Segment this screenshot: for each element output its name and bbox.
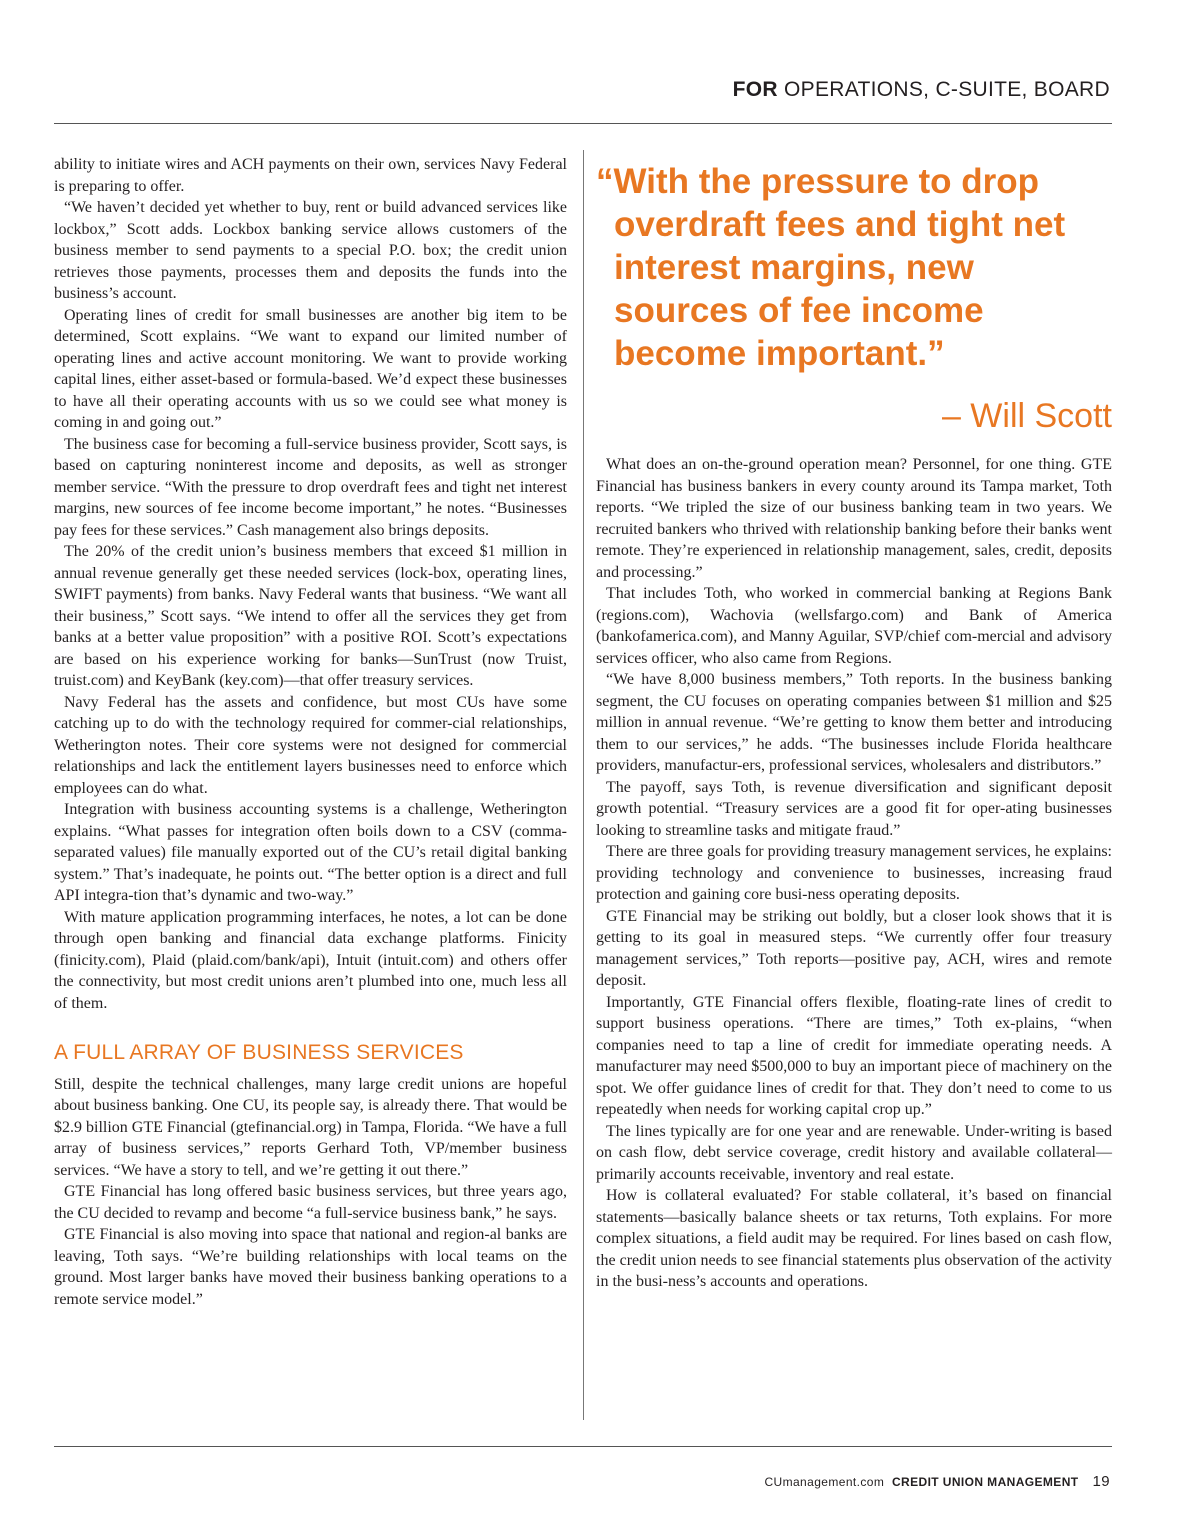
right-paragraph-6: GTE Financial may be striking out boldly, but a closer look shows that it is getting to its goal in measured steps. “We currently offer four treasury management services,” Toth reports—positive pay, ACH, wires and remote deposit. bbox=[596, 907, 1112, 989]
left-column bbox=[54, 154, 567, 1310]
right-paragraph-9: How is collateral evaluated? For stable collateral, it’s based on financial statements—basically balance sheets or tax returns, Toth explains. For more complex situations, a field audit may be required. For lines based on cash flow, the credit union needs to see financial statements plus observation of the activity in the busi-ness’s accounts and operations. bbox=[596, 1187, 1112, 1290]
column-divider bbox=[583, 150, 584, 1420]
section-paragraph-1: Still, despite the technical challenges, many large credit unions are hopeful about business banking. One CU, its people say, is already there. That would be $2.9 billion GTE Financial (gtefinancial.org) in Tampa, Florida. “We have a full array of business services,” reports Gerhard Toth, VP/member business services. “We have a story to tell, and we’re getting it out there.” bbox=[54, 1075, 567, 1179]
section-heading: A FULL ARRAY OF BUSINESS SERVICES bbox=[54, 1041, 464, 1064]
right-paragraph-4: The payoff, says Toth, is revenue diversification and significant deposit growth potential. “Treasury services are a good fit for oper-ating businesses looking to streamline tasks and mitigate fraud.” bbox=[596, 778, 1112, 839]
section-header-lead: FOR bbox=[732, 78, 778, 101]
right-paragraph-3: “We have 8,000 business members,” Toth reports. In the business banking segment, the CU focuses on operating companies between $1 million and $25 million in annual revenue. “We’re getting to know them better and introducing them to our services,” he adds. “The businesses include Florida healthcare providers, manufactur-ers, professional services, wholesalers and distributors.” bbox=[596, 671, 1112, 774]
section-paragraph-2: GTE Financial has long offered basic business services, but three years ago, the CU decided to revamp and become “a full-service business bank,” he says. bbox=[54, 1183, 567, 1222]
left-paragraph-3: Operating lines of credit for small businesses are another big item to be determined, Scott explains. “We want to expand our limited number of operating lines and active account monitoring. We want to provide working capital lines, either asset-based or formula-based. We’d expect these businesses to have all their operating accounts with us so we could see what money is coming in and going out.” bbox=[54, 306, 567, 431]
pull-quote-text: “With the pressure to drop overdraft fees and tight net interest margins, new sources of fee income become important.” bbox=[596, 162, 1066, 373]
left-paragraph-2: “We haven’t decided yet whether to buy, rent or build advanced services like lockbox,” Scott adds. Lockbox banking service allows customers of the business member to send payments to a special P.O. box; the credit union retrieves those payments, processes them and deposits the funds into the business’s account. bbox=[54, 199, 567, 302]
left-paragraph-5: The 20% of the credit union’s business members that exceed $1 million in annual revenue generally get these needed services (lock-box, operating lines, SWIFT payments) from banks. Navy Federal wants that business. “We want all their business,” Scott says. “We intend to offer all the services they get from banks at a better value proposition” with a positive ROI. Scott’s expectations are based on his experience working for banks—SunTrust (now Truist, truist.com) and KeyBank (key.com)—that offer treasury services. bbox=[54, 543, 567, 689]
pull-quote-attribution: – Will Scott bbox=[941, 397, 1112, 435]
bottom-rule bbox=[54, 1446, 1112, 1447]
pull-quote bbox=[596, 160, 1112, 438]
left-paragraph-8: With mature application programming interfaces, he notes, a lot can be done through open banking and financial data exchange platforms. Finicity (finicity.com), Plaid (plaid.com/bank/api), Intuit (intuit.com) and others offer the connectivity, but most credit unions aren’t plumbed into one, much less all of them. bbox=[54, 908, 567, 1012]
left-paragraph-1: ability to initiate wires and ACH payments on their own, services Navy Federal is preparing to offer. bbox=[54, 156, 567, 195]
page-number: 19 bbox=[1092, 1473, 1110, 1490]
right-column bbox=[596, 454, 1112, 1293]
right-paragraph-5: There are three goals for providing treasury management services, he explains: providing technology and convenience to businesses, increasing fraud protection and gaining core busi-ness operating deposits. bbox=[596, 843, 1112, 903]
left-paragraph-4: The business case for becoming a full-service business provider, Scott says, is based on capturing noninterest income and deposits, as well as stronger member service. “With the pressure to drop overdraft fees and tight net interest margins, new sources of fee income become important,” he notes. “Businesses pay fees for these services.” Cash management also brings deposits. bbox=[54, 435, 567, 539]
right-paragraph-8: The lines typically are for one year and are renewable. Under-writing is based on cash flow, debt service coverage, credit history and available collateral—primarily accounts receivable, inventory and real estate. bbox=[596, 1122, 1112, 1183]
right-paragraph-1: What does an on-the-ground operation mean? Personnel, for one thing. GTE Financial has business bankers in every county around its Tampa market, Toth reports. “We tripled the size of our business banking team in two years. We recruited bankers who thrived with relationship banking before their banks went remote. They’re experienced in relationship management, sales, credit, deposits and processing.” bbox=[596, 456, 1112, 581]
footer-site: CUmanagement.com bbox=[764, 1475, 885, 1489]
left-paragraph-7: Integration with business accounting systems is a challenge, Wetherington explains. “What passes for integration often boils down to a CSV (comma-separated values) file manually exported out of the CU’s retail digital banking system.” That’s inadequate, he points out. “The better option is a direct and full API integra-tion that’s dynamic and two-way.” bbox=[54, 801, 567, 904]
section-header bbox=[733, 78, 1110, 102]
right-paragraph-2: That includes Toth, who worked in commercial banking at Regions Bank (regions.com), Wachovia (wellsfargo.com) and Bank of America (bankofamerica.com), and Manny Aguilar, SVP/chief com-mercial and advisory services officer, who also came from Regions. bbox=[596, 585, 1112, 667]
section-header-audience: OPERATIONS, C-SUITE, BOARD bbox=[777, 78, 1110, 101]
top-rule bbox=[54, 123, 1112, 124]
right-paragraph-7: Importantly, GTE Financial offers flexible, floating-rate lines of credit to support business operations. “There are times,” Toth ex-plains, “when companies need to tap a line of credit for immediate operating needs. A manufacturer may need $500,000 to buy an important piece of machinery on the spot. We offer guidance lines of credit for that. They don’t need to come to us repeatedly when needs for working capital crop up.” bbox=[596, 993, 1112, 1118]
footer-magazine: CREDIT UNION MANAGEMENT bbox=[891, 1475, 1079, 1489]
page-footer bbox=[764, 1473, 1110, 1490]
section-paragraph-3: GTE Financial is also moving into space that national and region-al banks are leaving, Toth says. “We’re building relationships with local teams on the ground. Most larger banks have moved their business banking operations to a remote service model.” bbox=[54, 1226, 567, 1308]
left-paragraph-6: Navy Federal has the assets and confidence, but most CUs have some catching up to do with the technology required for commer-cial relationships, Wetherington notes. Their core systems were not designed for commercial relationships and lack the entitlement layers businesses need to enforce which employees can do what. bbox=[54, 693, 567, 797]
